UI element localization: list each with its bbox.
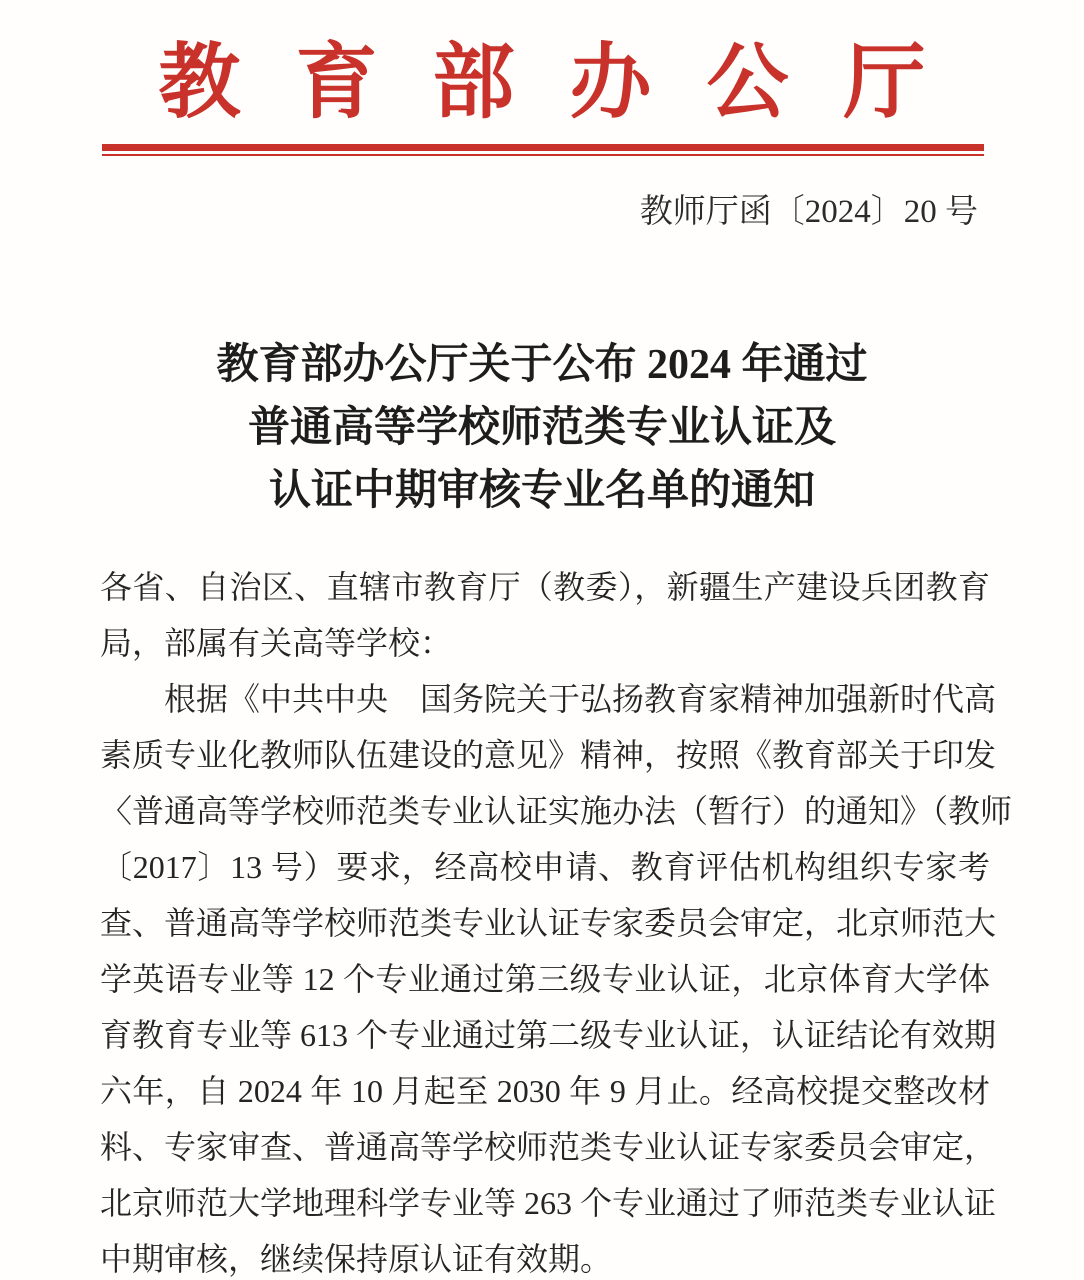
body-line: 各省、自治区、直辖市教育厅（教委），新疆生产建设兵团教育 (100, 569, 990, 605)
document-title-line-2: 普通高等学校师范类专业认证及 (247, 405, 836, 451)
letterhead-divider-thick-line (102, 144, 984, 151)
body-line: 〈普通高等学校师范类专业认证实施办法（暂行）的通知》（教师 (100, 793, 1013, 829)
document-body (100, 559, 1013, 1280)
body-line: 料、专家审查、普通高等学校师范类专业认证专家委员会审定， (100, 1129, 997, 1165)
body-line: 局，部属有关高等学校： (100, 625, 453, 661)
letterhead-divider-thin-line (102, 154, 984, 156)
body-line: 北京师范大学地理科学专业等 263 个专业通过了师范类专业认证 (100, 1185, 997, 1221)
body-line: 育教育专业等 613 个专业通过第二级专业认证，认证结论有效期 (100, 1017, 997, 1053)
letterhead-org-name (0, 0, 1084, 126)
body-line: 〔2017〕13 号）要求，经高校申请、教育评估机构组织专家考 (100, 849, 990, 885)
body-line: 素质专业化教师队伍建设的意见》精神，按照《教育部关于印发 (100, 737, 997, 773)
document-title-line-3: 认证中期审核专业名单的通知 (268, 468, 815, 514)
document-title (0, 334, 1084, 523)
body-line: 查、普通高等学校师范类专业认证专家委员会审定，北京师范大 (100, 905, 997, 941)
document-title-line-1: 教育部办公厅关于公布 2024 年通过 (216, 342, 868, 388)
body-line: 中期审核，继续保持原认证有效期。 (100, 1241, 613, 1277)
letterhead-divider (102, 144, 984, 156)
body-line: 根据《中共中央 国务院关于弘扬教育家精神加强新时代高 (164, 681, 997, 717)
body-line: 六年，自 2024 年 10 月起至 2030 年 9 月止。经高校提交整改材 (100, 1073, 990, 1109)
body-line: 学英语专业等 12 个专业通过第三级专业认证，北京体育大学体 (100, 961, 990, 997)
document-number: 教师厅函〔2024〕20 号 (639, 194, 978, 230)
letterhead-org-name-text: 教育部办公厅 (158, 37, 981, 128)
